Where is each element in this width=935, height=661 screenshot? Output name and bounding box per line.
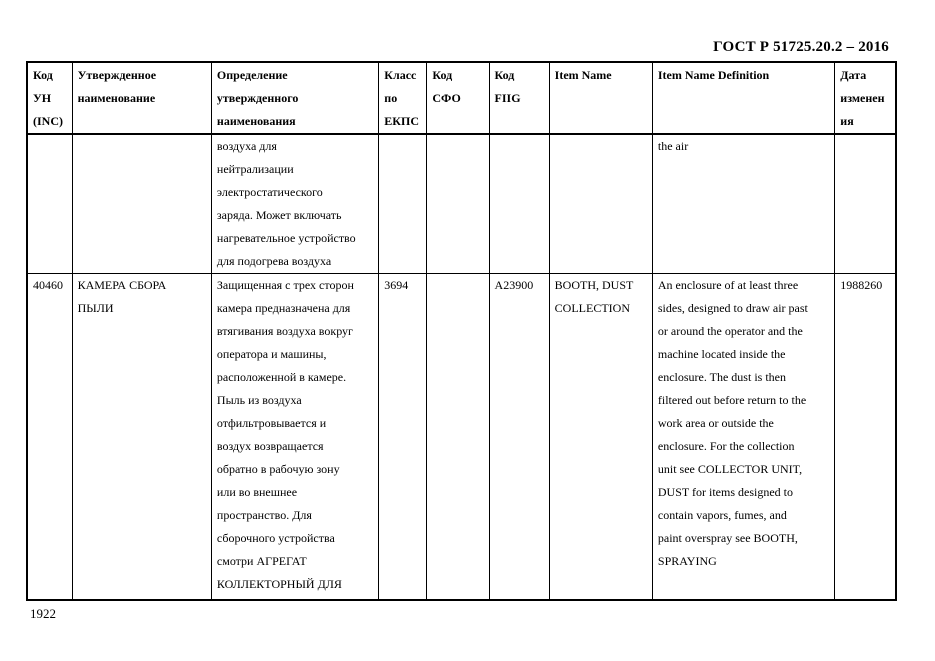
cell-ekps-class: 3694: [379, 274, 427, 601]
cell-sfo-code: [427, 134, 489, 274]
col-header-definition: Определение утвержденного наименования: [211, 62, 378, 134]
col-header-item-definition: Item Name Definition: [652, 62, 834, 134]
cell-item-definition: the air: [652, 134, 834, 274]
cell-code: 40460: [27, 274, 72, 601]
table-header-row: [27, 62, 896, 134]
cell-change-date: 1988260: [835, 274, 896, 601]
cell-item-name: BOOTH, DUST COLLECTION: [549, 274, 652, 601]
cell-item-definition: An enclosure of at least three sides, designed to draw air past or around the operator and the machine located inside the enclosure. The dust is then filtered out before return to the work area or outside the enclosure. For the collection unit see COLLECTOR UNIT, DUST for items designed to contain vapors, fumes, and paint overspray see BOOTH, SPRAYING: [652, 274, 834, 601]
document-standard-title: ГОСТ Р 51725.20.2 – 2016: [713, 39, 889, 55]
cell-approved-name: КАМЕРА СБОРА ПЫЛИ: [72, 274, 211, 601]
cell-fiig-code: [489, 134, 549, 274]
col-header-fiig-code: Код FIIG: [489, 62, 549, 134]
col-header-code-inc: Код УН (INC): [27, 62, 72, 134]
cell-ekps-class: [379, 134, 427, 274]
page-number: 1922: [30, 606, 56, 621]
cell-code: [27, 134, 72, 274]
table-row: [27, 134, 896, 274]
cell-sfo-code: [427, 274, 489, 601]
cell-definition: Защищенная с трех сторон камера предназначена для втягивания воздуха вокруг оператора и машины, расположенной в камере. Пыль из воздуха отфильтровывается и воздух возвращается обратно в рабочую зону или во внешнее пространство. Для сборочного устройства смотри АГРЕГАТ КОЛЛЕКТОРНЫЙ ДЛЯ: [211, 274, 378, 601]
cell-item-name: [549, 134, 652, 274]
col-header-ekps-class: Класс по ЕКПС: [379, 62, 427, 134]
col-header-item-name: Item Name: [549, 62, 652, 134]
classification-table: [26, 61, 897, 601]
col-header-sfo-code: Код СФО: [427, 62, 489, 134]
col-header-change-date: Дата изменен ия: [835, 62, 896, 134]
cell-fiig-code: A23900: [489, 274, 549, 601]
table-row: [27, 274, 896, 601]
cell-definition: воздуха для нейтрализации электростатического заряда. Может включать нагревательное устройство для подогрева воздуха: [211, 134, 378, 274]
cell-approved-name: [72, 134, 211, 274]
col-header-approved-name: Утвержденное наименование: [72, 62, 211, 134]
cell-change-date: [835, 134, 896, 274]
